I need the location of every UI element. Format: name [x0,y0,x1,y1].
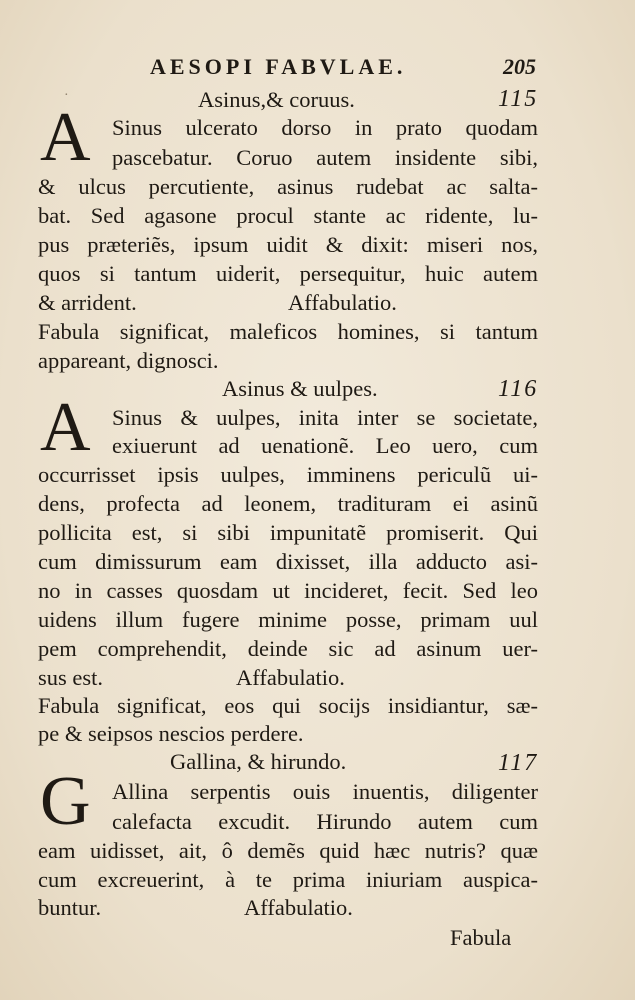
decorated-initial: A [40,389,91,466]
text-line: no in casses quosdam ut incideret, fecit. Sed leo [38,578,538,603]
text-line: bat. Sed agasone procul stante ac ridente, lu- [38,203,538,228]
moral-line: appareant, dignosci. [38,348,219,373]
fable-title: Asinus,& coruus. [198,87,355,112]
text-line: Sinus & uulpes, inita inter se societate, [112,405,538,430]
text-line: exiuerunt ad uenationẽ. Leo uero, cum [112,433,538,458]
moral-line: Fabula significat, eos qui socijs insidiantur, sæ- [38,693,538,718]
fable-number: 116 [498,376,539,402]
fable-number: 117 [498,750,539,776]
text-line: uidens illum fugere minime posse, primam uul [38,607,538,632]
page-number: 205 [503,54,536,79]
moral-line: Fabula significat, maleficos homines, si tantum [38,319,538,344]
fable-title: Gallina, & hirundo. [170,749,347,774]
text-line: calefacta excudit. Hirundo autem cum [112,809,538,834]
text-line: & ulcus percutiente, asinus rudebat ac salta- [38,174,538,199]
text-line: & arrident. [38,290,137,315]
text-line: occurrisset ipsis uulpes, imminens periculũ ui- [38,462,538,487]
text-line: quos si tantum uiderit, persequitur, huic autem [38,261,538,286]
fable-title: Asinus & uulpes. [222,376,378,401]
text-line: pascebatur. Coruo autem insidente sibi, [112,145,538,170]
decorated-initial: G [40,763,91,840]
text-line: buntur. [38,895,102,920]
text-line: pem comprehendit, deinde sic ad asinum uer- [38,636,538,661]
catchword: Fabula [450,925,512,950]
margin-mark: · [64,88,69,103]
text-line: pus præteriẽs, ipsum uidit & dixit: miseri nos, [38,232,538,257]
decorated-initial: A [40,99,91,176]
moral-line: pe & seipsos nescios perdere. [38,721,304,746]
text-line: sus est. [38,665,104,690]
text-line: Allina serpentis ouis inuentis, diligenter [112,779,538,804]
text-line: cum excreuerint, à te prima iniuriam auspica- [38,867,538,892]
running-title: AESOPI FABVLAE. [150,54,407,79]
text-line: cum dimissurum eam dixisset, illa adducto asi- [38,549,538,574]
affabulatio-label: Affabulatio. [288,290,397,315]
text-line: pollicita est, si sibi impunitatẽ promiserit. Qui [38,520,538,545]
page-header [0,52,635,82]
affabulatio-label: Affabulatio. [244,895,353,920]
text-line: eam uidisset, ait, ô demẽs quid hæc nutris? quæ [38,838,538,863]
fable-number: 115 [498,86,539,112]
text-line: dens, profecta ad leonem, tradituram ei asinũ [38,491,538,516]
affabulatio-label: Affabulatio. [236,665,345,690]
text-line: Sinus ulcerato dorso in prato quodam [112,115,538,140]
